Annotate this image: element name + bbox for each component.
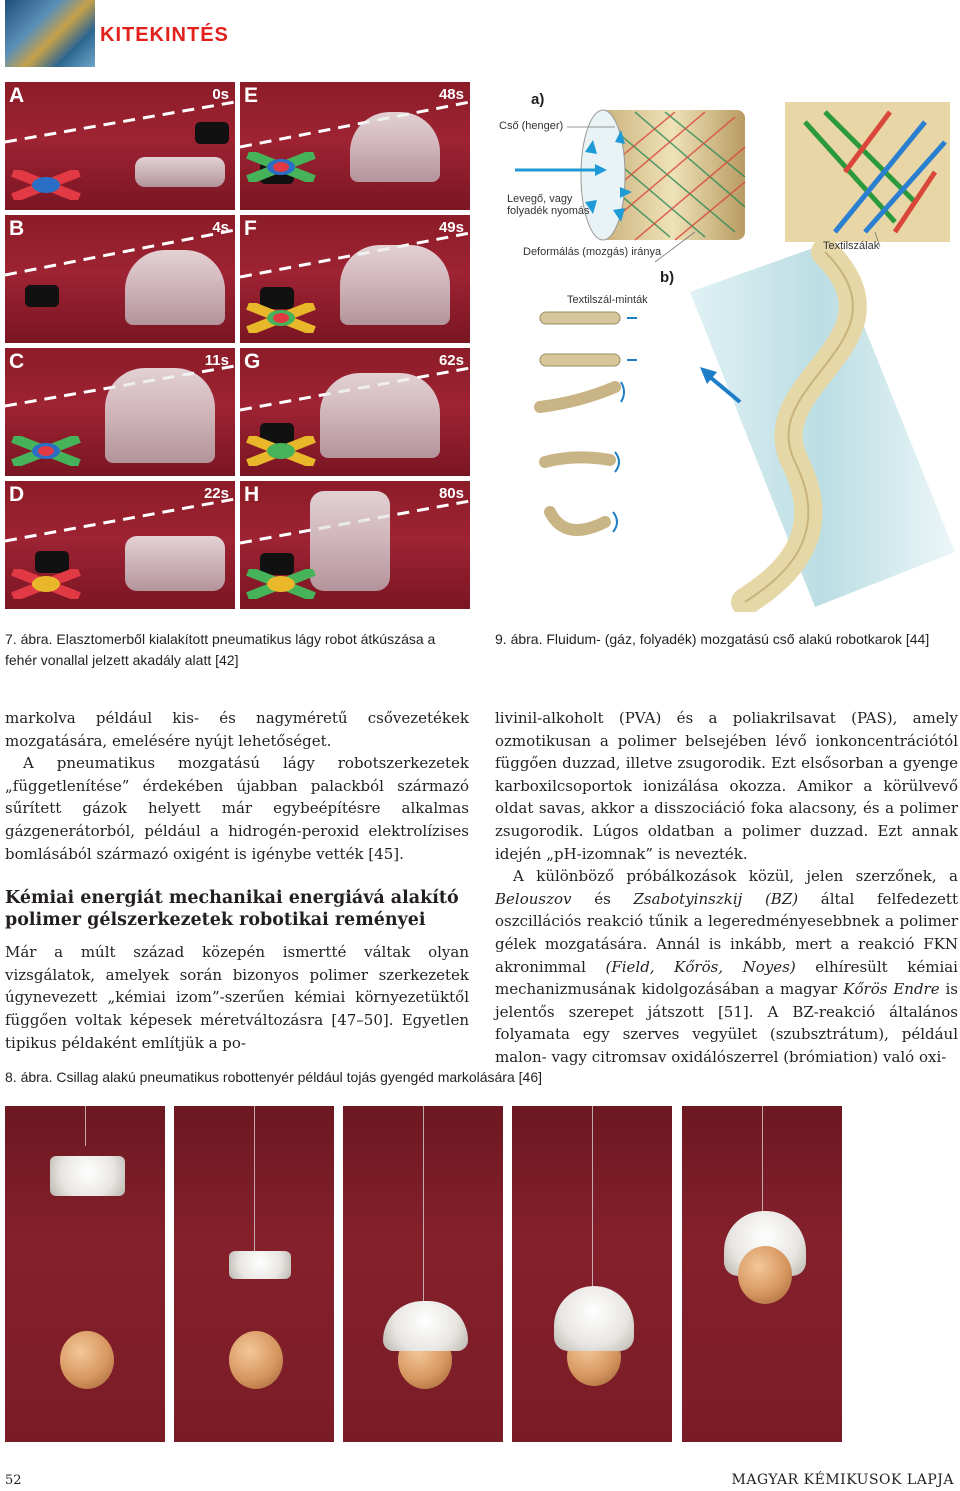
caption-text: Csillag alakú pneumatikus robottenyér például tojás gyengéd markolására [46] xyxy=(56,1069,542,1085)
author-name: Belouszov xyxy=(495,889,572,908)
caption-text: Fluidum- (gáz, folyadék) mozgatású cső alakú robotkarok [44] xyxy=(546,631,930,647)
journal-name: MAGYAR KÉMIKUSOK LAPJA xyxy=(731,1472,954,1488)
fig7-panel-b xyxy=(5,215,235,343)
page-number: 52 xyxy=(5,1473,22,1488)
paragraph: Már a múlt század közepén ismertté váltak olyan vizsgálatok, amelyek során bizonyos polimer szerkezetek úgynevezett „kémiai izom”-szerűen kémiai környezetüktől függően voltak képesek méretváltozásra [47–50]. Egyetlen tipikus példaként említjük a po- xyxy=(5,943,469,1052)
caption-number: 8. ábra. xyxy=(5,1069,53,1085)
fig9-deform-label: Deformálás (mozgás) iránya xyxy=(523,246,662,258)
figure-9 xyxy=(495,82,955,612)
panel-time: 62s xyxy=(438,352,464,369)
paragraph: livinil-alkoholt (PVA) és a poliakrilsavat (PAS), amely ozmotikusan a polimer belsejében lévő ionkoncentrációtól függően duzzad, illetve zsugorodik. Ezt elsősorban a gyenge karboxilcsoportok ionizálása okozza. Amikor a körülvevő oldat savas, akkor a disszociáció foka alacsony, és a polimer zsugorodik. Lúgos oldatban a polimer duzzad. Ezt annak idején „pH-izomnak” is nevezték. xyxy=(495,709,958,863)
panel-letter: C xyxy=(9,350,25,373)
panel-letter: F xyxy=(244,217,257,240)
fig8-photo-3 xyxy=(343,1106,503,1442)
author-name: Kőrös Endre xyxy=(843,980,940,999)
section-title: KITEKINTÉS xyxy=(100,24,229,46)
figure-9-caption xyxy=(495,629,945,650)
text-column-left xyxy=(5,707,469,1054)
paragraph xyxy=(495,865,958,1068)
caption-number: 7. ábra. xyxy=(5,631,53,647)
fig7-panel-g xyxy=(240,348,470,476)
fig7-panel-h xyxy=(240,481,470,609)
panel-time: 0s xyxy=(212,86,229,103)
text-run: is jelentős szerepet játszott [51]. A BZ-reakció általános folyamata egy szerves vegyület (szubsztrátum), például malon- vagy citromsav oxidálószerrel (brómiation) való oxi- xyxy=(495,980,959,1066)
panel-letter: G xyxy=(244,350,261,373)
figure-7-caption xyxy=(5,629,445,671)
section-heading: Kémiai energiát mechanikai energiává alakító polimer gélszerkezetek robotikai reményei xyxy=(5,888,459,931)
panel-letter: A xyxy=(9,84,25,107)
text-run: A különböző próbálkozások közül, jelen szerzőnek, a xyxy=(513,867,958,886)
fig7-panel-d xyxy=(5,481,235,609)
fig7-panel-e xyxy=(240,82,470,210)
panel-letter: D xyxy=(9,483,25,506)
panel-time: 48s xyxy=(438,86,464,103)
fig9-samples-label: Textilszál-minták xyxy=(567,294,648,306)
fig9-label-b: b) xyxy=(660,269,675,286)
fig9-fibers-label: Textilszálak xyxy=(823,240,880,252)
fig9-label-a: a) xyxy=(531,91,545,108)
caption-text: Elasztomerből kialakított pneumatikus lágy robot átkúszása a fehér vonallal jelzett akadály alatt [42] xyxy=(5,631,436,668)
text-run: által felfedezett oszcillációs reakció tűnik a legeredményesebbnek a polimer gélek mozgatására. Annál is inkább, mert a reakció FKN akronimmal xyxy=(495,889,958,976)
fig8-photo-4 xyxy=(512,1106,672,1442)
author-name: (Field, Kőrös, Noyes) xyxy=(605,957,796,976)
paragraph: A pneumatikus mozgatású lágy robotszerkezetek „függetlenítése” érdekében újabban palackból származó sűrített gázok helyett már egybeépítésre alkalmas gázgenerátorból, például a hidrogén-peroxid elektrolízises bomlásából származó oxigént is igénybe vették [45]. xyxy=(5,754,469,863)
caption-number: 9. ábra. xyxy=(495,631,543,647)
fig8-photo-2 xyxy=(174,1106,334,1442)
fig7-panel-a xyxy=(5,82,235,210)
fig9-illustration xyxy=(495,82,955,612)
section-thumbnail-image xyxy=(5,0,95,67)
text-run: és xyxy=(571,889,634,908)
fig8-photo-1 xyxy=(5,1106,165,1442)
fig7-panel-f xyxy=(240,215,470,343)
fig9-tube-label: Cső (henger) xyxy=(499,120,564,132)
panel-letter: H xyxy=(244,483,260,506)
text-run: elhíresült kémiai mechanizmusának kidolgozásában a magyar xyxy=(495,957,958,999)
panel-time: 49s xyxy=(438,219,464,236)
panel-letter: B xyxy=(9,217,25,240)
fig9-pressure-label: Levegő, vagy folyadék nyomás xyxy=(507,193,590,217)
author-name: Zsabotyinszkij (BZ) xyxy=(633,889,799,908)
fig7-panel-c xyxy=(5,348,235,476)
figure-8-caption xyxy=(5,1067,905,1088)
fig8-photo-5 xyxy=(682,1106,842,1442)
panel-time: 80s xyxy=(438,485,464,502)
panel-time: 22s xyxy=(203,485,229,502)
text-column-right xyxy=(495,707,958,1069)
paragraph: markolva például kis- és nagyméretű csővezetékek mozgatására, emelésére nyújt lehetőséget. xyxy=(5,709,469,750)
panel-time: 11s xyxy=(204,352,229,369)
panel-letter: E xyxy=(244,84,259,107)
figure-7 xyxy=(5,82,470,612)
panel-time: 4s xyxy=(212,219,229,236)
